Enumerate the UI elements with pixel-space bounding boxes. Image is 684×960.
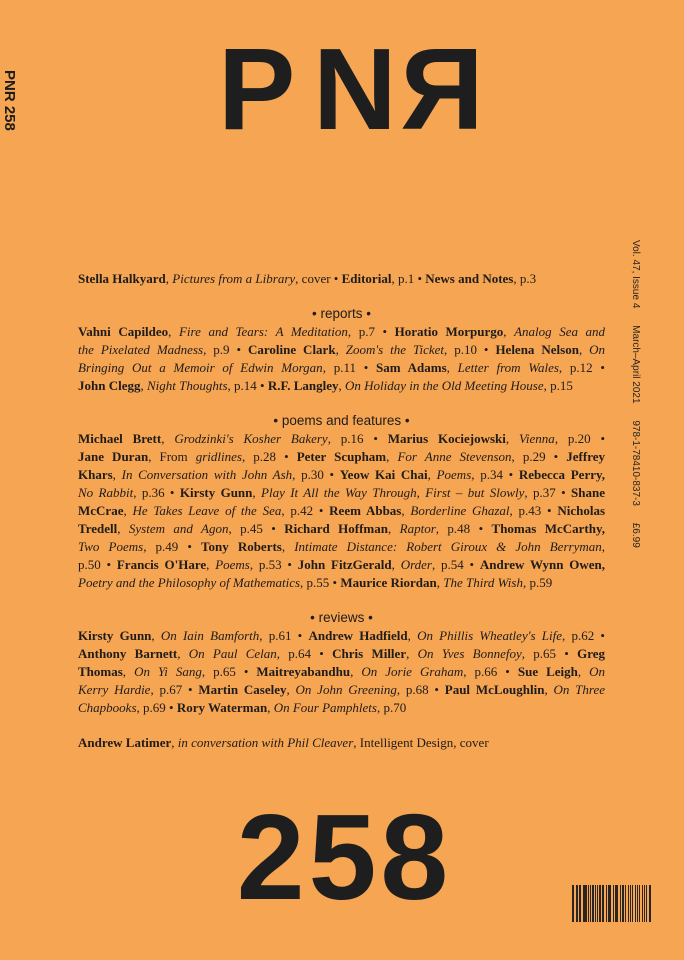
work-title: Two Poems [78,539,144,554]
page-reference: , [335,342,346,357]
barcode-bar [644,885,645,922]
barcode-bar [642,885,644,922]
page-reference: , p.69 • [136,700,177,715]
page-reference: , [577,664,590,679]
contributor-name: Yeow Kai Chai [339,467,428,482]
page-reference: , p.9 • [203,342,248,357]
contributor-name: Andrew Wynn Owen, [479,557,605,572]
page-reference: , p.1 • [391,271,426,286]
contents-line [78,574,605,592]
contributor-name: Sam Adams [376,360,447,375]
barcode-bar [576,885,577,922]
barcode-bar [635,885,637,922]
issue-number: 258 [236,789,453,925]
page-reference: , [391,557,401,572]
barcode-bar [646,885,647,922]
spine-title: PNR 258 [1,70,18,131]
page-reference: , p.12 • [558,360,605,375]
page-reference: , [117,521,129,536]
contents-line [78,556,605,574]
page-reference: , [601,539,605,554]
barcode-bar [606,885,607,922]
barcode [572,885,652,922]
contributor-name: Tony Roberts [201,539,282,554]
contributor-name: McCrae [78,503,124,518]
section-heading: • reports • [312,306,371,321]
work-title: The Third Wish [443,575,523,590]
page-reference: , [168,324,179,339]
page-reference: , [123,503,133,518]
page-reference: , [503,324,515,339]
barcode-bar [630,885,631,922]
work-title: Vienna [518,431,555,446]
page-reference: , cover • [295,271,342,286]
work-title: In Conversation with John Ash [121,467,293,482]
contributor-name: Caroline Clark [247,342,336,357]
contents-line [78,341,605,359]
work-title: On Phillis Wheatley's Life [417,628,562,643]
contributor-name: John FitzGerald [297,557,392,572]
work-title: Borderline Ghazal [410,503,510,518]
page-reference: , p.65 • [201,664,257,679]
contents-line [78,520,605,538]
work-title: Poetry and the Philosophy of Mathematics [78,575,301,590]
work-title: Poems [436,467,472,482]
contributor-name: Richard Hoffman [284,521,388,536]
page-reference: , [338,378,346,393]
page-reference: , [281,539,295,554]
page-reference: , [140,378,147,393]
contributor-name: Helena Nelson [495,342,579,357]
page-reference: , [544,682,554,697]
contents-line [78,323,605,341]
page-reference: , p.48 • [435,521,492,536]
contributor-name: Paul McLoughlin [444,682,545,697]
logo-letter-n: N [313,24,397,154]
contributor-name: Kirsty Gunn [78,628,152,643]
work-title: Raptor [399,521,436,536]
page-reference: , p.14 • [227,378,268,393]
contributor-name: Khars [78,467,113,482]
contributor-name: Jeffrey [566,449,605,464]
page-reference: , [505,431,519,446]
cover-credit [78,734,605,752]
contributor-name: Shane [571,485,605,500]
contributor-name: Editorial [341,271,392,286]
page-reference: , p.20 • [554,431,606,446]
page-reference: , Intelligent Design, cover [353,735,489,750]
work-title: Order [400,557,432,572]
contents-line [78,681,605,699]
contributor-name: Greg [577,646,605,661]
page-reference: , p.67 • [150,682,199,697]
page-reference: , p.15 [543,378,573,393]
page-reference: , [161,431,175,446]
work-title: He Takes Leave of the Sea [132,503,282,518]
page-reference: , p.49 • [143,539,202,554]
work-title: gridlines [195,449,242,464]
page-reference: , [252,485,262,500]
page-reference: , [406,646,418,661]
contents-line [78,484,605,502]
page-reference: , p.55 • [300,575,341,590]
page-reference: , [446,360,458,375]
contributor-name: Thomas [78,664,123,679]
page-reference: , [122,664,135,679]
barcode-bar [608,885,609,922]
contributor-name: Francis O'Hare [116,557,207,572]
page-reference: , [386,449,398,464]
barcode-bar [583,885,584,922]
contributor-name: Martin Caseley [198,682,287,697]
work-title: On John Greening [295,682,397,697]
work-title: On Holiday in the Old Meeting House [345,378,544,393]
contents-line [78,359,605,377]
contributor-name: R.F. Langley [267,378,339,393]
intro-line [78,270,605,288]
magazine-logo [212,24,482,154]
contributor-name: Jane Duran [78,449,149,464]
contributor-name: Rebecca Perry, [518,467,606,482]
page-reference: , p.64 • [276,646,333,661]
page-reference: , p.28 • [241,449,297,464]
work-title: On [589,342,606,357]
barcode-bar [597,885,598,922]
contributor-name: Maitreyabandhu [256,664,351,679]
barcode-bar [595,885,596,922]
page-reference: , p.43 • [509,503,558,518]
contributor-name: Anthony Barnett [78,646,178,661]
table-of-contents [78,270,605,752]
contributor-name: Kirsty Gunn [179,485,253,500]
barcode-bar [592,885,594,922]
work-title: Bringing Out a Memoir of Edwin Morgan [78,360,323,375]
contents-line [78,699,605,717]
contributor-name: Andrew Hadfield [308,628,408,643]
work-title: On Yi Sang [134,664,202,679]
page-reference: , p.54 • [431,557,480,572]
barcode-bar [639,885,640,922]
barcode-bar [649,885,651,922]
contents-line [78,448,605,466]
page-reference: , p.68 • [396,682,445,697]
work-title: On Jorie Graham [361,664,464,679]
contributor-name: Michael Brett [78,431,162,446]
issue-date: March–April 2021 [630,325,641,404]
barcode-bar [620,885,621,922]
work-title: Analog Sea and [514,324,606,339]
page-reference: , p.30 • [292,467,340,482]
contributor-name: Sue Leigh [517,664,578,679]
barcode-bar [590,885,591,922]
work-title: No Rabbit [78,485,134,500]
price: £6.99 [630,522,641,548]
page-reference: , [171,735,178,750]
barcode-bar [622,885,624,922]
work-title: For Anne Stevenson [397,449,512,464]
page-reference: , p.10 • [444,342,496,357]
contributor-name: Reem Abbas [329,503,402,518]
barcode-bar [584,885,586,922]
contents-line [78,430,605,448]
page-reference: , [401,503,411,518]
barcode-bar [588,885,589,922]
barcode-bar [625,885,626,922]
contents-line [78,502,605,520]
page-reference: , p.66 • [463,664,518,679]
barcode-bar [572,885,574,922]
page-reference: , p.45 • [228,521,285,536]
page-reference: , p.16 • [327,431,388,446]
contributor-name: Stella Halkyard [78,271,166,286]
work-title: Intimate Distance: Robert Giroux & John Berryman [294,539,602,554]
barcode-bar [599,885,601,922]
page-reference: , [407,628,418,643]
barcode-bar [577,885,578,922]
volume-issue: Vol. 47, Issue 4 [630,240,641,309]
contributor-name: Andrew Latimer [78,735,172,750]
work-title: Fire and Tears: A Meditation [178,324,348,339]
barcode-bar [632,885,633,922]
page-reference: , [206,557,216,572]
barcode-bar [616,885,618,922]
page-reference: , [151,628,161,643]
work-title: System and Agon [128,521,229,536]
page-reference: , p.53 • [249,557,298,572]
page-reference: , [427,467,437,482]
work-title: Letter from Wales [457,360,559,375]
work-title: Grodzinki's Kosher Bakery [174,431,328,446]
section-heading: • reviews • [310,610,373,625]
page-reference: , p.37 • [524,485,572,500]
contents-line [78,538,605,556]
contributor-name: Chris Miller [332,646,407,661]
page-reference: , p.70 [376,700,407,715]
page-reference: , p.36 • [133,485,180,500]
page-reference: , [436,575,444,590]
contributor-name: Peter Scupham [296,449,387,464]
work-title: Poems [215,557,250,572]
barcode-bar [609,885,611,922]
work-title: Play It All the Way Through, First – but Slowly [261,485,525,500]
page-reference: , p.11 • [322,360,377,375]
contributor-name: Marius Kociejowski [387,431,506,446]
page-reference: , [578,342,590,357]
work-title: On Four Pamphlets [273,700,377,715]
work-title: On [589,664,606,679]
section-heading: • poems and features • [273,413,410,428]
contributor-name: John Clegg [78,378,141,393]
work-title: Zoom's the Ticket [345,342,445,357]
contributor-name: Tredell [78,521,118,536]
contributor-name: News and Notes [425,271,514,286]
work-title: in conversation with Phil Cleaver [177,735,354,750]
page-reference: , [177,646,189,661]
work-title: the Pixelated Madness [78,342,204,357]
page-reference: , [350,664,362,679]
contributor-name: Maurice Riordan [340,575,437,590]
contributor-name: Rory Waterman [176,700,268,715]
work-title: Night Thoughts [146,378,228,393]
page-reference: , [286,682,296,697]
page-reference: , [388,521,400,536]
barcode-bar [602,885,604,922]
page-reference: , p.62 • [562,628,605,643]
work-title: On Iain Bamforth [160,628,260,643]
page-reference: , [165,271,173,286]
page-reference: , p.3 [513,271,537,286]
work-title: Chapbooks [78,700,137,715]
contributor-name: Vahni Capildeo [78,324,169,339]
barcode-bar [615,885,616,922]
page-reference: , From [148,449,196,464]
barcode-bar [579,885,581,922]
contents-line [78,377,605,395]
contributor-name: Nicholas [557,503,606,518]
work-title: On Yves Bonnefoy [417,646,522,661]
isbn: 978-1-78410-837-3 [630,420,641,506]
issue-info-vertical [629,240,641,562]
page-reference: , [112,467,122,482]
logo-letter-r-mirrored: R [400,24,484,154]
barcode-bar [637,885,638,922]
work-title: On Paul Celan [188,646,277,661]
page-reference: , p.7 • [347,324,395,339]
page-reference: , p.34 • [471,467,519,482]
barcode-bar [628,885,630,922]
page-reference: p.50 • [78,557,117,572]
page-reference: , p.42 • [281,503,330,518]
work-title: On Three [553,682,605,697]
page-reference: , p.61 • [259,628,309,643]
logo-letter-p: P [218,24,296,154]
contents-line [78,466,605,484]
page-reference: , p.59 [522,575,553,590]
contents-line [78,663,605,681]
page-reference: , p.29 • [511,449,567,464]
work-title: Kerry Hardie [78,682,151,697]
contributor-name: Thomas McCarthy, [491,521,606,536]
contents-line [78,627,605,645]
page-reference: , p.65 • [521,646,578,661]
barcode-bar [613,885,614,922]
page-reference: , [267,700,274,715]
work-title: Pictures from a Library [172,271,296,286]
contributor-name: Horatio Morpurgo [394,324,504,339]
contents-line [78,645,605,663]
